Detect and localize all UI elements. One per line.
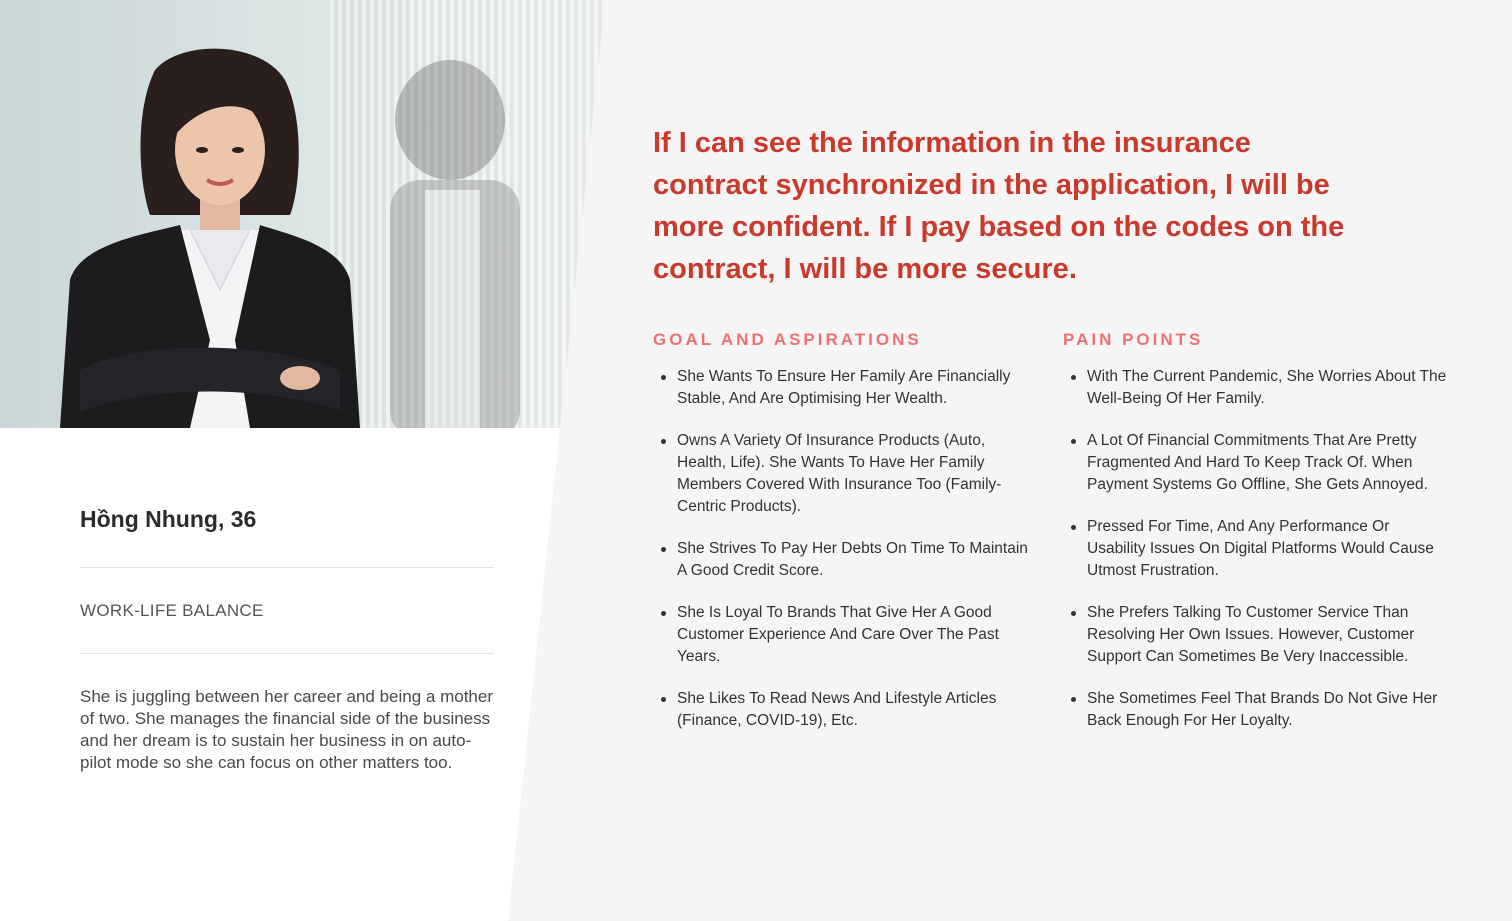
goals-list [653, 366, 1028, 752]
list-item-text: A Lot Of Financial Commitments That Are Pretty Fragmented And Hard To Keep Track Of. When Payment Systems Go Offline, She Gets Annoyed. [1087, 432, 1428, 493]
bullet-icon [661, 697, 666, 702]
bullet-icon [1071, 611, 1076, 616]
list-item [1063, 366, 1448, 410]
divider [80, 653, 494, 654]
list-item-text: With The Current Pandemic, She Worries About The Well-Being Of Her Family. [1087, 368, 1447, 407]
bullet-icon [661, 547, 666, 552]
bullet-icon [661, 611, 666, 616]
list-item-text: She Prefers Talking To Customer Service Than Resolving Her Own Issues. However, Customer Support Can Sometimes Be Very Inaccessible. [1087, 604, 1415, 665]
list-item [1063, 430, 1448, 496]
bullet-icon [661, 375, 666, 380]
photo-reflection [380, 30, 600, 428]
list-item [1063, 602, 1448, 668]
persona-bio: She is juggling between her career and being a mother of two. She manages the financial side of the business and her dream is to sustain her business in on auto-pilot mode so she can focus on other matters too. [80, 687, 493, 772]
bullet-icon [1071, 525, 1076, 530]
persona-theme: WORK-LIFE BALANCE [80, 601, 264, 620]
bullet-icon [1071, 697, 1076, 702]
list-item-text: She Is Loyal To Brands That Give Her A Good Customer Experience And Care Over The Past Years. [677, 604, 999, 665]
woman-portrait [60, 40, 360, 428]
pains-heading: PAIN POINTS [1063, 330, 1204, 349]
bullet-icon [1071, 375, 1076, 380]
list-item-text: She Sometimes Feel That Brands Do Not Give Her Back Enough For Her Loyalty. [1087, 690, 1438, 729]
list-item-text: She Likes To Read News And Lifestyle Articles (Finance, COVID-19), Etc. [677, 690, 997, 729]
persona-quote: If I can see the information in the insurance contract synchronized in the application, I will be more confident. If I pay based on the codes on the contract, I will be more secure. [653, 127, 1345, 285]
list-item-text: Pressed For Time, And Any Performance Or Usability Issues On Digital Platforms Would Cause Utmost Frustration. [1087, 518, 1434, 579]
list-item [653, 366, 1028, 410]
pains-list [1063, 366, 1448, 752]
bullet-icon [1071, 439, 1076, 444]
list-item [653, 430, 1028, 518]
list-item-text: Owns A Variety Of Insurance Products (Auto, Health, Life). She Wants To Have Her Family Members Covered With Insurance Too (Family-Centric Products). [677, 432, 1002, 515]
list-item [653, 688, 1028, 732]
list-item [653, 538, 1028, 582]
persona-name: Hồng Nhung, 36 [80, 506, 257, 532]
goals-heading: GOAL AND ASPIRATIONS [653, 330, 922, 349]
list-item [1063, 516, 1448, 582]
list-item [653, 602, 1028, 668]
list-item-text: She Wants To Ensure Her Family Are Financially Stable, And Are Optimising Her Wealth. [677, 368, 1011, 407]
list-item [1063, 688, 1448, 732]
persona-photo [0, 0, 610, 428]
bullet-icon [661, 439, 666, 444]
list-item-text: She Strives To Pay Her Debts On Time To Maintain A Good Credit Score. [677, 540, 1028, 579]
divider [80, 567, 494, 568]
